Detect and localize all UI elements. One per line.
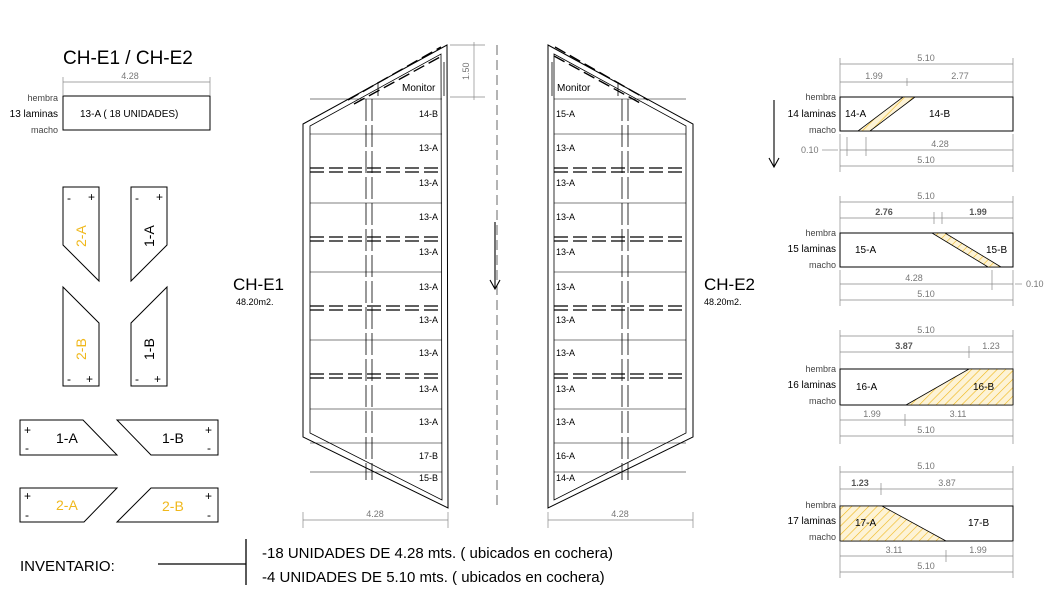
piece-plus: + [154, 372, 162, 386]
inventory-label: INVENTARIO: [20, 558, 115, 575]
inventory-line-1: -18 UNIDADES DE 4.28 mts. ( ubicados en cochera) [262, 545, 613, 562]
page-title: CH-E1 / CH-E2 [63, 48, 193, 69]
roof-ch-e2-area: 48.20m2. [704, 297, 742, 307]
panel-row-label: 13-A [556, 282, 576, 292]
details-0-rows_label-text: 14 laminas [787, 109, 836, 120]
piece-minus: - [67, 372, 71, 386]
details-3-hembra-text: hembra [805, 500, 836, 510]
panel-row-label: 13-A [418, 417, 438, 427]
piece-plus: + [156, 190, 164, 204]
panel-row-label: 13-A [556, 212, 576, 222]
detail-14-laminas [788, 53, 1013, 172]
piece-minus: - [135, 191, 139, 205]
piece-1A-label: 1-A [141, 225, 157, 247]
monitor-label-left: Monitor [402, 83, 436, 94]
panel-row-label: 13-A [418, 315, 438, 325]
details-1-side-text: 0.10 [1026, 279, 1044, 289]
details-3-bot_total-text: 5.10 [917, 561, 935, 571]
piece-2A-label: 2-A [56, 497, 78, 513]
panel-row-label: 13-A [418, 178, 438, 188]
piece-1A-horizontal [20, 420, 117, 455]
header-strip-text: 13-A ( 18 UNIDADES) [80, 109, 179, 120]
panel-row-label: 13-A [418, 384, 438, 394]
piece-2A-vertical [63, 187, 99, 281]
panel-row-label: 13-A [418, 348, 438, 358]
roof-ch-e2-row-labels [556, 109, 575, 483]
panel-row-label: 13-A [418, 212, 438, 222]
monitor-label-right: Monitor [557, 83, 591, 94]
details-2-macho-text: macho [808, 396, 836, 406]
piece-1B-vertical [131, 287, 167, 386]
details-0-top_b-text: 2.77 [951, 71, 969, 81]
details-2-top_a-text: 3.87 [895, 341, 913, 351]
details-3-right-text: 17-B [968, 518, 990, 529]
details-2-bot_b-text: 3.11 [949, 409, 967, 419]
details-1-top_a-text: 2.76 [875, 207, 893, 217]
panel-row-label: 13-A [556, 315, 576, 325]
details-0-hembra-text: hembra [805, 92, 836, 102]
panel-row-label: 13-A [418, 282, 438, 292]
details-0-side-text: 0.10 [801, 145, 819, 155]
header-rows-label: 13 laminas [9, 109, 58, 120]
details-2-hembra-text: hembra [805, 364, 836, 374]
details-3-total-text: 5.10 [917, 461, 935, 471]
monitor-height-value: 1.50 [461, 62, 471, 80]
details-0-top_a-text: 1.99 [865, 71, 883, 81]
detail-17-laminas [788, 461, 1013, 578]
details-0-left-text: 14-A [845, 109, 867, 120]
roof-ch-e1-width: 4.28 [366, 509, 384, 519]
roof-ch-e2-name: CH-E2 [704, 275, 756, 294]
roof-ch-e2-width: 4.28 [611, 509, 629, 519]
panel-row-label: 14-B [418, 109, 438, 119]
piece-minus: - [207, 508, 211, 522]
piece-2B-vertical [63, 287, 99, 386]
panel-row-label: 13-A [418, 143, 438, 153]
piece-1A-vertical [131, 187, 167, 281]
details-1-bot_a-text: 4.28 [905, 273, 923, 283]
panel-row-label: 13-A [556, 143, 576, 153]
slope-arrow [490, 222, 500, 289]
panel-row-label: 13-A [556, 384, 576, 394]
panel-row-label: 13-A [556, 348, 576, 358]
piece-2A-horizontal [20, 488, 117, 522]
header-hembra-label: hembra [27, 93, 58, 103]
piece-1B-label: 1-B [162, 430, 184, 446]
panel-row-label: 13-A [556, 247, 576, 257]
roof-ch-e2 [548, 45, 693, 508]
roof-ch-e1-area: 48.20m2. [236, 297, 274, 307]
details-0-bot_total-text: 5.10 [917, 155, 935, 165]
details-2-right-text: 16-B [973, 382, 995, 393]
details-3-top_b-text: 3.87 [938, 478, 956, 488]
piece-1B-horizontal [117, 420, 218, 455]
details-1-rows_label-text: 15 laminas [787, 244, 836, 255]
details-3-macho-text: macho [808, 532, 836, 542]
details-2-total-text: 5.10 [917, 325, 935, 335]
panel-row-label: 17-B [418, 451, 438, 461]
details-1-macho-text: macho [808, 260, 836, 270]
details-3-rows_label-text: 17 laminas [787, 516, 836, 527]
panel-row-label: 13-A [556, 178, 576, 188]
details-1-left-text: 15-A [855, 245, 877, 256]
details-0-bot_a-text: 4.28 [931, 139, 949, 149]
roof-ch-e1-row-labels [419, 109, 438, 483]
piece-minus: - [25, 508, 29, 522]
roof-ch-e1 [303, 45, 448, 508]
piece-2B-label: 2-B [162, 498, 184, 514]
inventory-bracket [158, 539, 246, 585]
inventory-line-2: -4 UNIDADES DE 5.10 mts. ( ubicados en cochera) [262, 569, 605, 586]
direction-arrow [769, 100, 779, 167]
details-1-right-text: 15-B [986, 245, 1008, 256]
piece-2B-label: 2-B [73, 338, 89, 360]
detail-15-laminas [788, 191, 1044, 306]
panel-row-label: 15-A [556, 109, 576, 119]
piece-plus: + [24, 423, 32, 437]
piece-minus: - [25, 441, 29, 455]
details-2-bot_a-text: 1.99 [863, 409, 881, 419]
piece-plus: + [24, 489, 32, 503]
details-2-rows_label-text: 16 laminas [787, 380, 836, 391]
panel-row-label: 15-B [418, 473, 438, 483]
piece-plus: + [205, 423, 213, 437]
piece-minus: - [67, 191, 71, 205]
detail-16-laminas [788, 325, 1013, 444]
details-1-bot_total-text: 5.10 [917, 289, 935, 299]
piece-plus: + [86, 372, 94, 386]
panel-row-label: 16-A [556, 451, 576, 461]
panel-row-label: 14-A [556, 473, 576, 483]
panel-row-label: 13-A [556, 417, 576, 427]
details-0-total-text: 5.10 [917, 53, 935, 63]
details-3-top_a-text: 1.23 [851, 478, 869, 488]
details-0-macho-text: macho [808, 125, 836, 135]
details-3-bot_b-text: 1.99 [969, 545, 987, 555]
piece-2B-horizontal [117, 488, 218, 522]
details-3-left-text: 17-A [855, 518, 877, 529]
piece-plus: + [205, 489, 213, 503]
details-0-right-text: 14-B [929, 109, 951, 120]
piece-minus: - [135, 372, 139, 386]
piece-1B-label: 1-B [141, 338, 157, 360]
piece-minus: - [207, 441, 211, 455]
details-3-bot_a-text: 3.11 [885, 545, 903, 555]
details-1-top_b-text: 1.99 [969, 207, 987, 217]
piece-2A-label: 2-A [73, 225, 89, 247]
details-1-hembra-text: hembra [805, 228, 836, 238]
roof-ch-e1-name: CH-E1 [233, 275, 285, 294]
details-1-total-text: 5.10 [917, 191, 935, 201]
panel-row-label: 13-A [418, 247, 438, 257]
header-macho-label: macho [30, 125, 58, 135]
details-2-left-text: 16-A [856, 382, 878, 393]
piece-plus: + [88, 190, 96, 204]
details-2-top_b-text: 1.23 [982, 341, 1000, 351]
details-2-bot_total-text: 5.10 [917, 425, 935, 435]
header-strip-width: 4.28 [121, 71, 139, 81]
piece-1A-label: 1-A [56, 430, 78, 446]
